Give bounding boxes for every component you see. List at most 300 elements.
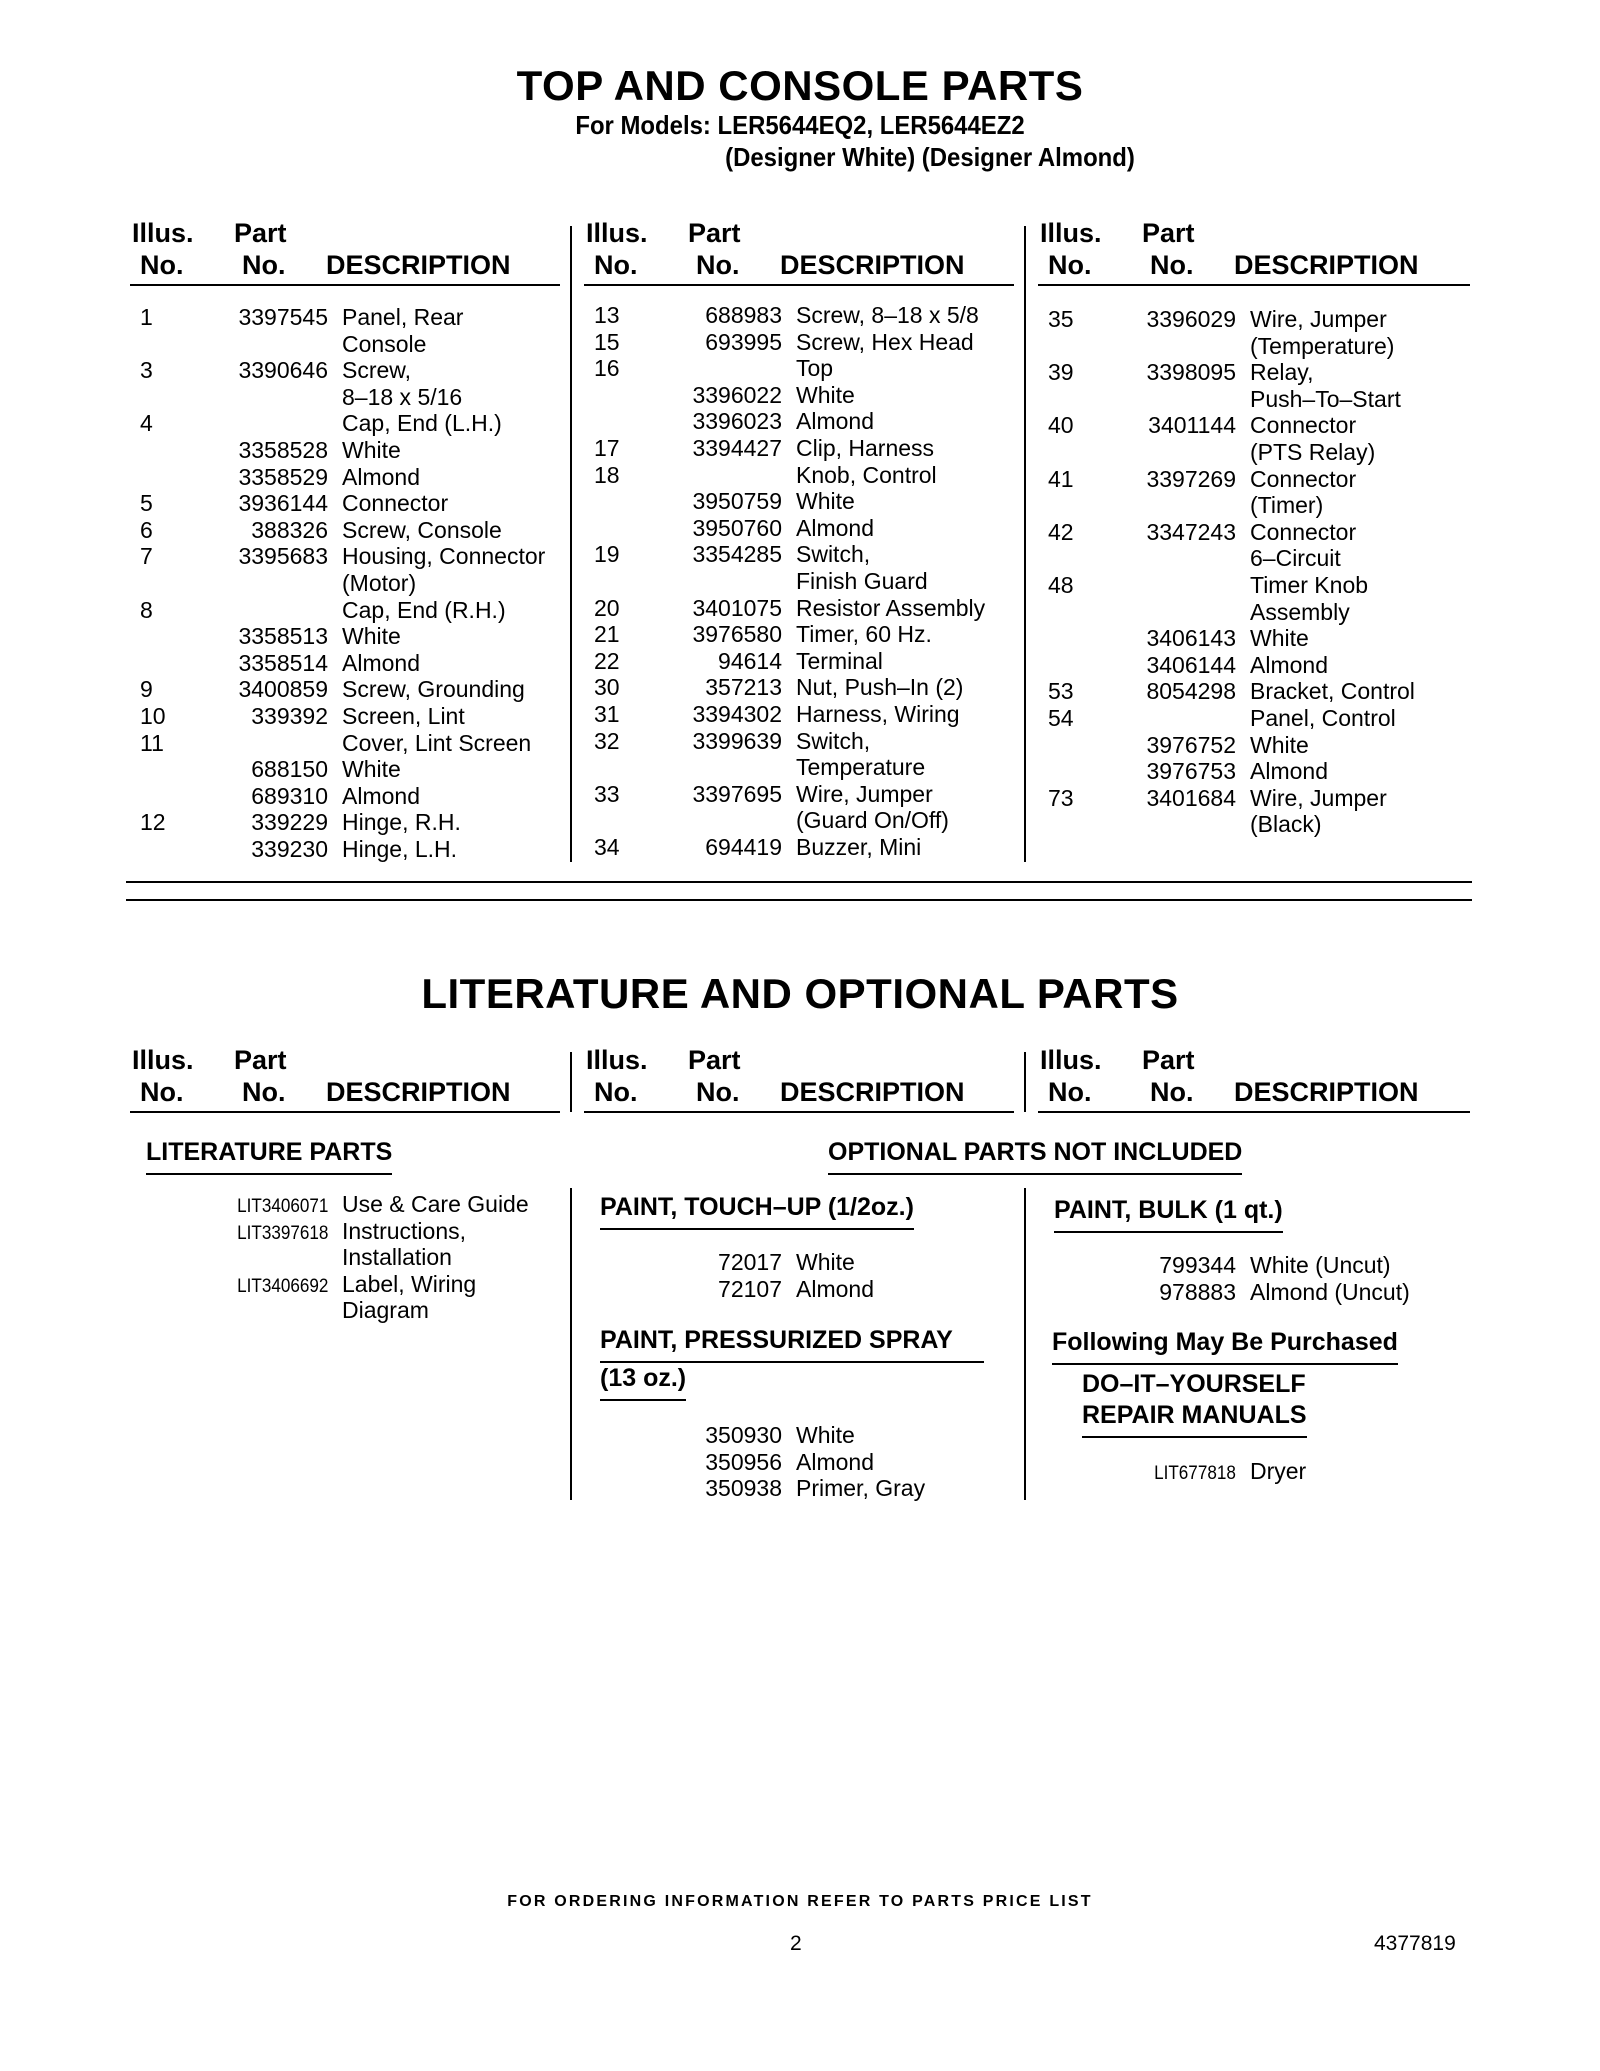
table-row [1048,732,1468,759]
part-number: 350938 [705,1475,782,1502]
table-row [594,1276,1014,1303]
part-description: Hinge, R.H. [342,809,461,836]
table-row [594,541,1014,568]
table-row [594,781,1014,808]
part-number: 3394427 [692,434,782,461]
illus-number: 13 [594,302,620,328]
part-description: Buzzer, Mini [796,833,922,860]
part-description: Almond [796,1275,874,1302]
part-description: Finish Guard [796,567,928,594]
part-number [227,1218,328,1248]
table-row [594,1449,1014,1476]
illus-number: 10 [140,702,166,729]
section-divider [126,881,1472,883]
header-illus: Illus. [586,218,648,248]
table-row [594,462,1014,489]
table-row [140,410,560,437]
illus-number: 42 [1048,518,1074,545]
header-no: No. [594,250,638,280]
part-number: 3358514 [238,649,328,676]
table-row [1048,359,1468,386]
illus-number: 40 [1048,412,1074,439]
part-description: Wire, Jumper [1250,306,1387,332]
part-description: Relay, [1250,359,1314,386]
table-row [140,357,560,384]
part-number: 3400859 [238,676,328,703]
part-description: Diagram [342,1297,429,1324]
table-row [594,728,1014,755]
part-number: 3976752 [1146,731,1236,758]
column-header-4 [130,1045,560,1113]
illus-number: 8 [140,596,153,623]
part-description: Almond [796,1448,874,1475]
part-description: Screen, Lint [342,702,465,729]
part-description: White [342,756,401,783]
table-row [1048,545,1468,572]
table-row [1048,758,1468,785]
illus-number: 15 [594,328,620,355]
illus-number: 73 [1048,784,1074,811]
column-header-5 [584,1045,1014,1113]
part-number: 3950759 [692,488,782,515]
part-number: 8054298 [1146,678,1236,705]
part-description: Switch, [796,541,871,568]
part-description: Almond [796,408,874,435]
illus-number: 1 [140,304,153,330]
part-description: Hinge, L.H. [342,835,458,862]
part-description: White [796,488,855,515]
part-description: Almond [796,514,874,541]
table-row [140,650,560,677]
illus-number: 41 [1048,465,1074,492]
part-description: (Timer) [1250,492,1324,519]
part-number: 694419 [705,833,782,860]
illus-number: 34 [594,833,620,860]
table-row [594,488,1014,515]
illus-number: 11 [140,729,164,756]
part-number: 3396029 [1146,306,1236,332]
part-description: White [796,1249,855,1275]
part-number: 799344 [1159,1252,1236,1278]
part-number: 3950760 [692,514,782,541]
colors-subtitle: (Designer White) (Designer Almond) [725,142,1135,172]
part-number [227,1191,328,1221]
part-number: 3976580 [692,621,782,648]
table-row [140,464,560,491]
header-description: DESCRIPTION [780,250,965,280]
header-no: No. [1048,1077,1092,1107]
part-description: Knob, Control [796,461,937,488]
part-number: 3399639 [692,727,782,754]
part-description: Terminal [796,647,883,674]
part-description: White [342,623,401,650]
part-number: 3406144 [1146,651,1236,678]
illus-number: 19 [594,541,620,568]
illus-number: 7 [140,543,153,570]
header-part: Part [234,1045,287,1075]
illus-number: 17 [594,434,620,461]
illus-number: 35 [1048,306,1074,332]
part-description: Timer, 60 Hz. [796,621,932,648]
illus-number: 6 [140,516,153,543]
models-subtitle: For Models: LER5644EQ2, LER5644EZ2 [575,110,1025,140]
illus-number: 21 [594,621,620,648]
part-number: 357213 [705,674,782,701]
table-row [1048,386,1468,413]
part-description: Switch, [796,727,871,754]
part-number: 3358513 [238,623,328,650]
part-description: (Temperature) [1250,332,1395,359]
header-illus: Illus. [1040,218,1102,248]
table-row [140,1271,560,1298]
part-description: Timer Knob [1250,571,1369,598]
part-number: 3358528 [238,436,328,463]
literature-list [140,1191,560,1324]
header-no: No. [696,1077,740,1107]
part-number: 3401144 [1148,412,1236,439]
part-description: Almond (Uncut) [1250,1278,1410,1305]
illus-number: 31 [594,700,620,727]
header-part: Part [1142,1045,1195,1075]
part-description: Primer, Gray [796,1475,926,1502]
table-row [140,597,560,624]
table-row [594,568,1014,595]
paint-touchup-list [594,1249,1014,1302]
header-no: No. [140,1077,184,1107]
part-number: 3396023 [692,408,782,435]
column-header-3 [1038,218,1468,286]
illus-number: 4 [140,410,153,437]
parts-list-3 [1048,306,1468,838]
part-number: 350956 [705,1448,782,1475]
table-row [140,517,560,544]
part-description: Resistor Assembly [796,594,986,621]
table-row [140,836,560,863]
table-row [140,437,560,464]
header-illus: Illus. [1040,1045,1102,1075]
column-divider [1024,226,1026,862]
illus-number: 5 [140,490,153,517]
table-row [1048,599,1468,626]
part-number: 3394302 [692,700,782,727]
table-row [140,756,560,783]
table-row [1048,439,1468,466]
paint-spray-heading: PAINT, PRESSURIZED SPRAY [600,1326,984,1363]
literature-title: LITERATURE AND OPTIONAL PARTS [421,970,1179,1017]
part-description: Console [342,330,427,357]
table-row [594,648,1014,675]
part-description: (PTS Relay) [1250,438,1376,465]
part-number: 3396022 [692,381,782,408]
part-description: Almond [1250,651,1328,678]
part-number: 3406143 [1146,625,1236,652]
header-illus: Illus. [586,1045,648,1075]
part-description: Cover, Lint Screen [342,729,532,756]
header-description: DESCRIPTION [780,1077,965,1107]
part-number: 350930 [705,1422,782,1448]
part-number: 72107 [718,1275,782,1302]
literature-part-number: LIT3397618 [236,1222,328,1244]
part-description: Wire, Jumper [1250,784,1387,811]
part-number: 94614 [718,647,782,674]
part-description: Screw, 8–18 x 5/8 [796,302,979,328]
table-row [594,408,1014,435]
literature-part-number: LIT3406071 [236,1196,328,1217]
table-row [594,1475,1014,1502]
table-row [1048,705,1468,732]
illus-number: 18 [594,461,620,488]
part-number: 339230 [251,835,328,862]
part-description: Bracket, Control [1250,678,1415,705]
table-row [594,807,1014,834]
part-description: Cap, End (R.H.) [342,596,506,623]
header-part: Part [1142,218,1195,248]
table-row [140,676,560,703]
part-description: Screw, Console [342,516,502,543]
table-row [594,515,1014,542]
table-row [594,754,1014,781]
part-description: (Black) [1250,811,1322,838]
part-number: 3397695 [692,780,782,807]
part-number: 3401075 [692,594,782,621]
part-number [1145,1458,1236,1488]
header-part: Part [688,218,741,248]
part-description: Instructions, [342,1217,466,1244]
part-number: 3347243 [1146,518,1236,545]
part-description: Installation [342,1244,452,1271]
table-row [1048,785,1468,812]
column-divider [1024,1052,1026,1112]
optional-parts-heading: OPTIONAL PARTS NOT INCLUDED [828,1138,1242,1175]
part-description: (Guard On/Off) [796,807,949,834]
part-number: 689310 [251,782,328,809]
part-number: 3358529 [238,463,328,490]
table-row [140,783,560,810]
illus-number: 54 [1048,704,1074,731]
header-no: No. [242,250,286,280]
part-description: White [1250,625,1309,652]
parts-list-1 [140,304,560,862]
table-row [140,384,560,411]
column-header-2 [584,218,1014,286]
table-row [594,1422,1014,1449]
part-description: White [1250,731,1309,758]
table-row [140,1191,560,1218]
part-number: 72017 [718,1249,782,1275]
table-row [140,1244,560,1271]
part-number: 693995 [705,328,782,355]
column-header-6 [1038,1045,1468,1113]
paint-bulk-heading: PAINT, BULK (1 qt.) [1054,1196,1283,1233]
table-row [594,701,1014,728]
paint-touchup-heading: PAINT, TOUCH–UP (1/2oz.) [600,1193,914,1230]
illus-number: 30 [594,674,620,701]
part-description: Connector [1250,465,1357,492]
table-row [1048,1252,1468,1279]
page-number: 2 [790,1932,802,1955]
paint-spray-list [594,1422,1014,1502]
part-number: 978883 [1159,1278,1236,1305]
part-number: 339229 [251,809,328,836]
part-description: Assembly [1250,598,1350,625]
column-divider [1024,1188,1026,1500]
part-number: 3395683 [238,543,328,570]
illus-number: 22 [594,647,620,674]
header-illus: Illus. [132,218,194,248]
header-part: Part [688,1045,741,1075]
part-description: Dryer [1250,1458,1307,1484]
part-description: Connector [1250,518,1357,545]
table-row [140,730,560,757]
table-row [1048,811,1468,838]
header-description: DESCRIPTION [326,1077,511,1107]
part-number: 3354285 [692,541,782,568]
part-description: Connector [342,490,449,517]
table-row [140,543,560,570]
header-part: Part [234,218,287,248]
header-description: DESCRIPTION [326,250,511,280]
paint-bulk-list [1048,1252,1468,1305]
part-description: Screw, [342,357,412,384]
part-description: Almond [1250,758,1328,785]
part-number: 688150 [251,756,328,783]
part-number: 3976753 [1146,758,1236,785]
part-description: Clip, Harness [796,434,935,461]
section-divider [126,899,1472,901]
table-row [140,331,560,358]
table-row [140,1218,560,1245]
diy-manuals-heading: DO–IT–YOURSELF REPAIR MANUALS [1082,1370,1307,1438]
part-description: Cap, End (L.H.) [342,410,502,437]
table-row [1048,1458,1468,1485]
table-row [140,490,560,517]
table-row [1048,1279,1468,1306]
part-number: 388326 [251,516,328,543]
part-number [227,1271,328,1301]
part-number: 3390646 [238,357,328,384]
part-description: Temperature [796,754,926,781]
illus-number: 39 [1048,359,1074,386]
part-description: Connector [1250,412,1357,439]
manuals-list [1048,1458,1468,1485]
part-description: Panel, Control [1250,704,1396,731]
table-row [1048,678,1468,705]
page-title: TOP AND CONSOLE PARTS [516,62,1084,109]
literature-parts-heading: LITERATURE PARTS [146,1138,392,1175]
ordering-footer: FOR ORDERING INFORMATION REFER TO PARTS PRICE LIST [507,1893,1093,1910]
part-number: 3398095 [1146,359,1236,386]
part-description: Harness, Wiring [796,700,960,727]
table-row [140,570,560,597]
table-row [1048,625,1468,652]
part-description: 8–18 x 5/16 [342,383,463,410]
header-no: No. [242,1077,286,1107]
table-row [1048,412,1468,439]
table-row [594,595,1014,622]
table-row [140,1297,560,1324]
part-description: Use & Care Guide [342,1191,529,1217]
header-no: No. [696,250,740,280]
part-description: White [796,381,855,408]
part-description: White [796,1422,855,1448]
column-divider [570,1188,572,1500]
table-row [1048,652,1468,679]
header-description: DESCRIPTION [1234,250,1419,280]
table-row [1048,306,1468,333]
illus-number: 3 [140,357,153,384]
table-row [1048,492,1468,519]
part-description: White [342,436,401,463]
table-row [140,304,560,331]
part-description: Almond [342,649,420,676]
part-number: 339392 [251,702,328,729]
table-row [594,382,1014,409]
part-number: 3401684 [1146,784,1236,811]
part-description: Housing, Connector [342,543,546,570]
part-description: Screw, Hex Head [796,328,974,355]
header-no: No. [1150,250,1194,280]
part-number: 688983 [705,302,782,328]
header-illus: Illus. [132,1045,194,1075]
table-row [1048,466,1468,493]
table-row [594,302,1014,329]
literature-part-number: LIT677818 [1154,1463,1236,1484]
illus-number: 16 [594,355,620,382]
part-number: 3397269 [1146,465,1236,492]
table-row [1048,519,1468,546]
header-no: No. [1150,1077,1194,1107]
illus-number: 9 [140,676,153,703]
table-row [594,674,1014,701]
header-no: No. [1048,250,1092,280]
column-divider [570,1052,572,1112]
header-no: No. [594,1077,638,1107]
table-row [140,623,560,650]
part-description: (Motor) [342,569,417,596]
part-number: 3936144 [238,490,328,517]
part-description: Push–To–Start [1250,385,1401,412]
table-row [140,703,560,730]
part-description: 6–Circuit [1250,545,1341,572]
part-number: 3397545 [238,304,328,330]
part-description: White (Uncut) [1250,1252,1391,1278]
table-row [594,621,1014,648]
header-description: DESCRIPTION [1234,1077,1419,1107]
illus-number: 12 [140,809,166,836]
purchase-heading: Following May Be Purchased [1052,1328,1398,1365]
part-description: Almond [342,782,420,809]
table-row [594,435,1014,462]
part-description: Panel, Rear [342,304,464,330]
column-header-1 [130,218,560,286]
table-row [594,834,1014,861]
table-row [1048,333,1468,360]
part-description: Label, Wiring [342,1270,477,1297]
part-description: Wire, Jumper [796,780,933,807]
table-row [594,355,1014,382]
illus-number: 53 [1048,678,1074,705]
document-number: 4377819 [1374,1932,1456,1955]
part-description: Nut, Push–In (2) [796,674,964,701]
part-description: Screw, Grounding [342,676,525,703]
literature-part-number: LIT3406692 [236,1275,328,1297]
parts-list-2 [594,302,1014,860]
illus-number: 32 [594,727,620,754]
paint-spray-heading-2: (13 oz.) [600,1364,686,1401]
table-row [594,329,1014,356]
part-description: Top [796,355,834,382]
column-divider [570,226,572,862]
